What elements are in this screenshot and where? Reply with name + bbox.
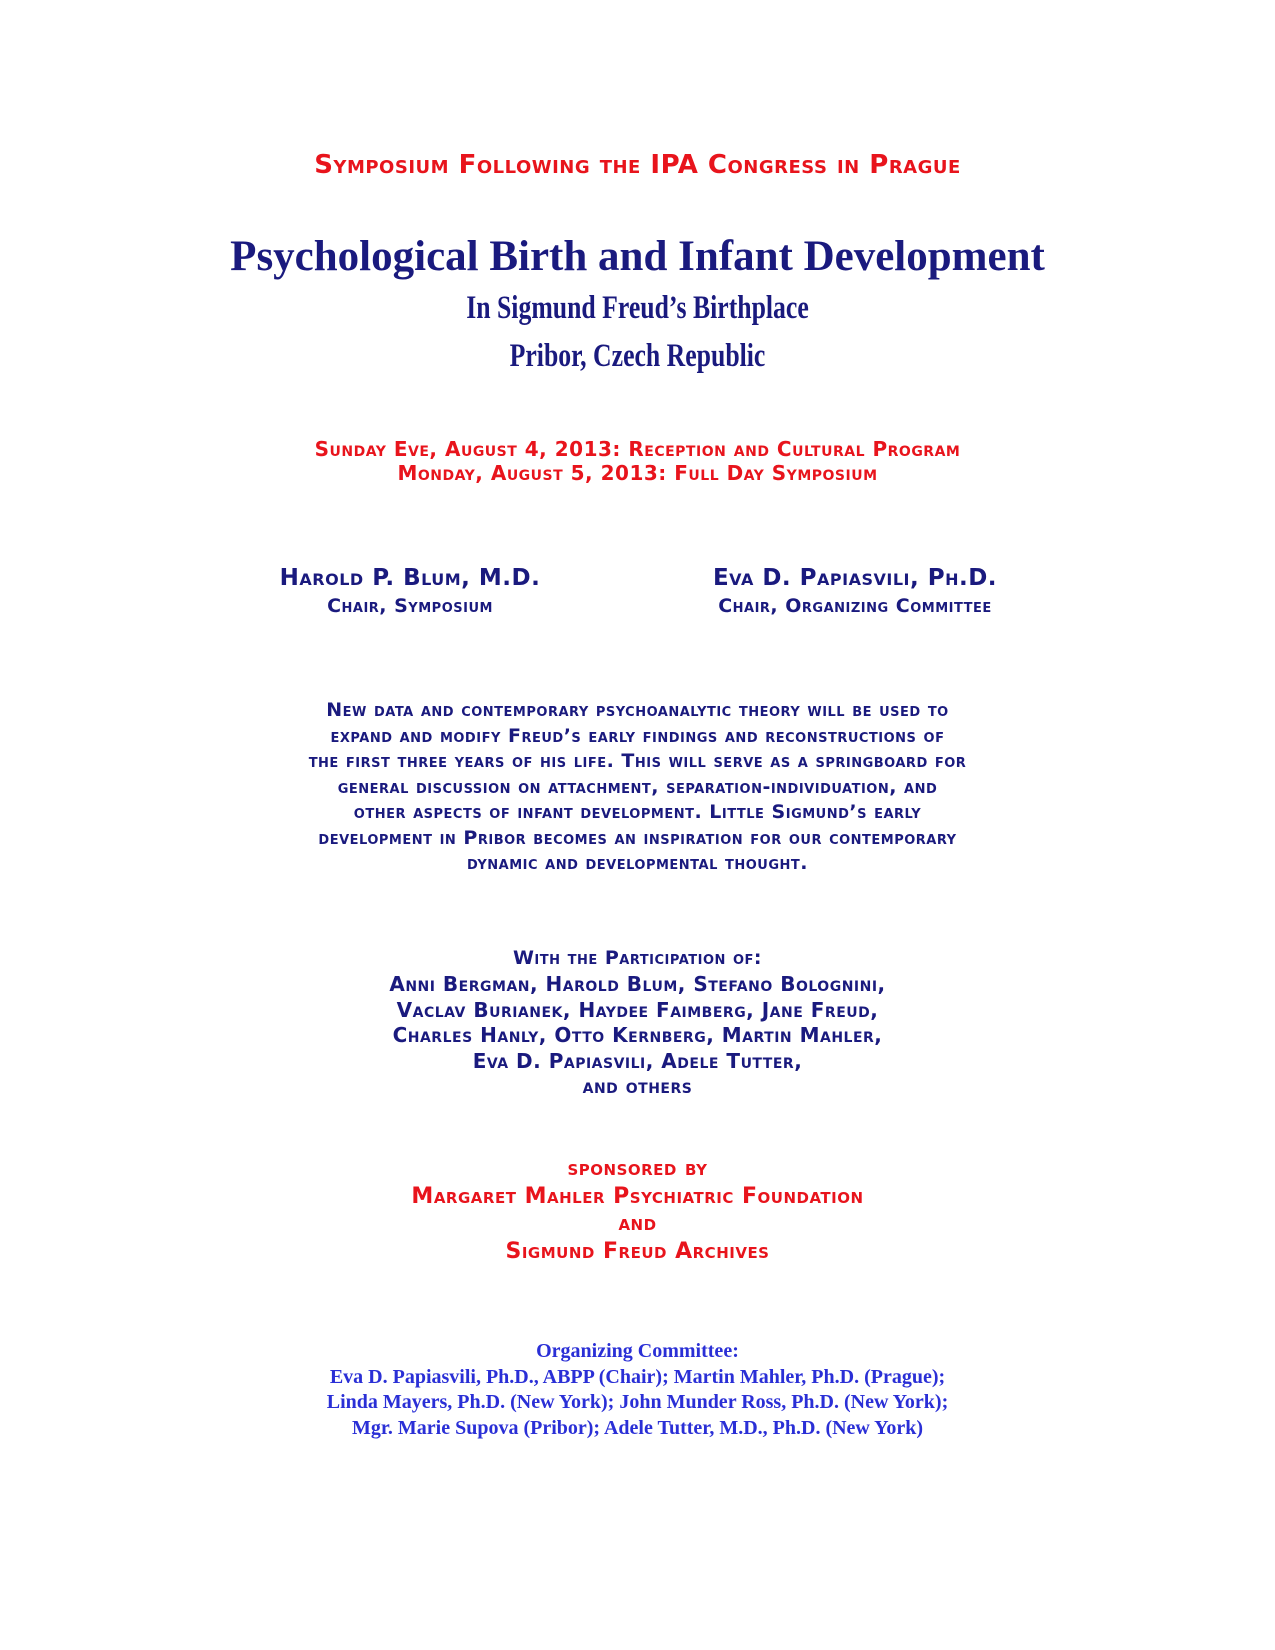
- chair-name: Harold P. Blum, M.D.: [279, 565, 541, 591]
- subtitle-birthplace: In Sigmund Freud’s Birthplace: [466, 290, 809, 326]
- description: [160, 698, 1115, 877]
- participants-heading: With the Participation of:: [512, 947, 763, 969]
- sponsors-conjunction: and: [618, 1211, 657, 1236]
- chair-role: Chair, Symposium: [327, 595, 493, 617]
- sponsor-freud-archives: Sigmund Freud Archives: [505, 1238, 770, 1264]
- sponsor-mahler-foundation: Margaret Mahler Psychiatric Foundation: [411, 1183, 864, 1209]
- participants-line: Anni Bergman, Harold Blum, Stefano Bolognini,: [389, 972, 886, 996]
- subtitle-location: Pribor, Czech Republic: [509, 338, 766, 374]
- participants-line: and others: [582, 1074, 693, 1098]
- committee-line: Linda Mayers, Ph.D. (New York); John Munder Ross, Ph.D. (New York);: [326, 1391, 949, 1413]
- participants-section: [0, 947, 1275, 1100]
- participants-line: Vaclav Burianek, Haydee Faimberg, Jane Freud,: [396, 997, 879, 1022]
- sponsors-section: [0, 1155, 1275, 1265]
- organizing-committee: [0, 1339, 1275, 1441]
- committee-line: Mgr. Marie Supova (Pribor); Adele Tutter, M.D., Ph.D. (New York): [351, 1416, 924, 1439]
- description-line: general discussion on attachment, separation-individuation, and: [337, 775, 938, 798]
- participants-line: Charles Hanly, Otto Kernberg, Martin Mahler,: [392, 1023, 883, 1047]
- description-line: New data and contemporary psychoanalytic theory will be used to: [326, 699, 949, 721]
- participants-line: Eva D. Papiasvili, Adele Tutter,: [472, 1048, 803, 1073]
- schedule-sunday: Sunday Eve, August 4, 2013: Reception and Cultural Program: [314, 437, 961, 461]
- chair-organizing-committee: [660, 565, 1050, 617]
- sponsors-heading: sponsored by: [567, 1156, 708, 1181]
- description-line: other aspects of infant development. Little Sigmund’s early: [353, 801, 922, 823]
- chair-name: Eva D. Papiasvili, Ph.D.: [712, 565, 998, 591]
- kicker-heading: Symposium Following the IPA Congress in Prague: [314, 150, 961, 180]
- committee-line: Eva D. Papiasvili, Ph.D., ABPP (Chair); Martin Mahler, Ph.D. (Prague);: [329, 1365, 946, 1388]
- chair-role: Chair, Organizing Committee: [718, 595, 992, 617]
- description-line: development in Pribor becomes an inspiration for our contemporary: [318, 826, 957, 849]
- schedule-monday: Monday, August 5, 2013: Full Day Symposium: [397, 461, 878, 485]
- chair-symposium: [250, 565, 570, 617]
- description-line: expand and modify Freud’s early findings and reconstructions of: [330, 724, 945, 747]
- page-title: Psychological Birth and Infant Development: [230, 233, 1045, 280]
- committee-heading: Organizing Committee:: [536, 1340, 739, 1362]
- description-line: the first three years of his life. This will serve as a springboard for: [308, 750, 967, 772]
- description-line: dynamic and developmental thought.: [467, 852, 808, 874]
